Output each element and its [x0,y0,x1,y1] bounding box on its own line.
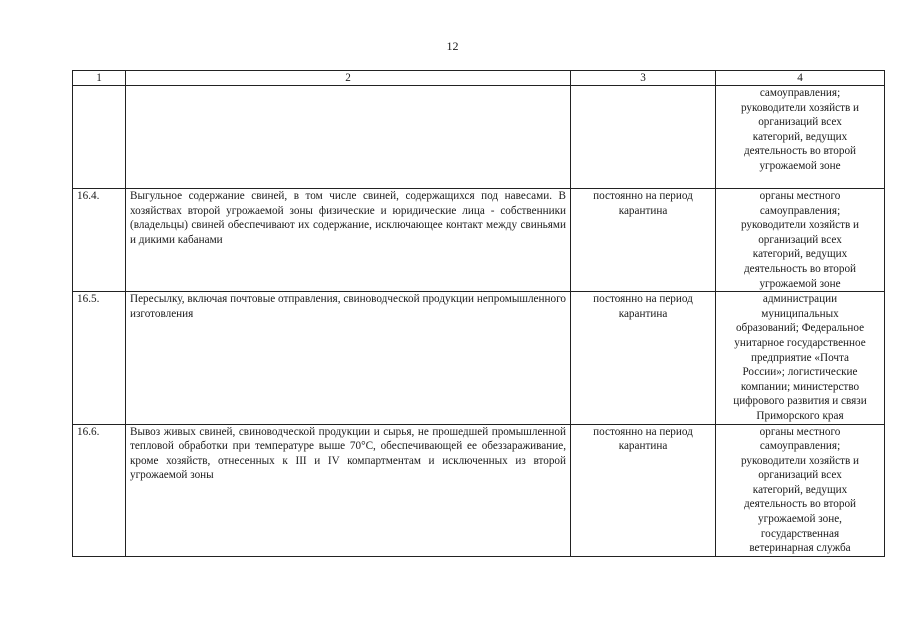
period-line: постоянно на период [593,293,693,306]
row-period [571,292,716,424]
row-responsible [716,86,885,189]
responsible-line: руководители хозяйств и [740,219,860,232]
row-number [73,86,126,189]
responsible-line: Приморского края [756,409,844,422]
row-period [571,86,716,189]
responsible-line: самоуправления; [759,440,841,453]
responsible-line: администрации [762,293,838,306]
responsible-line: образований; Федеральное [735,322,865,335]
measures-table [72,70,885,557]
period-line: постоянно на период [593,425,693,438]
table-row-16-4 [73,189,885,292]
responsible-line: компании; министерство [740,380,860,393]
header-col-4: 4 [716,71,885,86]
responsible-line: организаций всех [758,116,842,129]
responsible-line: ветеринарная служба [749,542,851,555]
responsible-line: органы местного [759,190,841,202]
table-row-continuation [73,86,885,189]
row-description [126,86,571,189]
responsible-line: угрожаемой зоне [759,159,841,172]
responsible-line: деятельность во второй [743,498,857,511]
row-number: 16.4. [73,189,126,292]
row-description: Вывоз живых свиней, свиноводческой продукции и сырья, не прошедшей промышленной тепловой обработки при температуре выше 70°С, обеспечивающей ее обеззараживание, кроме хозяйств, отнесенных к III и IV компартментам и исключенных из второй угрожаемой зоны [126,424,571,556]
period-line: карантина [618,307,668,320]
responsible-line: самоуправления; [759,87,841,99]
row-period [571,424,716,556]
responsible-line: деятельность во второй [743,262,857,275]
responsible-line: России»; логистические [742,366,858,379]
table-row-16-6 [73,424,885,556]
responsible-line: организаций всех [758,469,842,482]
responsible-line: самоуправления; [759,204,841,217]
row-description: Выгульное содержание свиней, в том числе свиней, содержащихся под навесами. В хозяйствах второй угрожаемой зоны физические и юридические лица - собственники (владельцы) свиней обеспечивают их содержание, исключающее контакт между свиньями и дикими кабанами [126,189,571,292]
period-line: постоянно на период [593,190,693,202]
responsible-line: унитарное государственное [734,336,866,349]
responsible-line: руководители хозяйств и [740,454,860,467]
responsible-line: организаций всех [758,233,842,246]
period-line: карантина [618,440,668,453]
row-number: 16.5. [73,292,126,424]
responsible-line: угрожаемой зоне, [758,513,842,526]
row-responsible [716,292,885,424]
responsible-line: руководители хозяйств и [740,101,860,114]
page-number: 12 [446,39,459,53]
responsible-line: органы местного [759,425,841,438]
table-row-16-5 [73,292,885,424]
responsible-line: категорий, ведущих [752,130,848,143]
row-responsible [716,424,885,556]
header-row [73,71,885,86]
header-col-2: 2 [126,71,571,86]
responsible-line: категорий, ведущих [752,483,848,496]
row-period [571,189,716,292]
row-responsible [716,189,885,292]
period-line: карантина [618,204,668,217]
responsible-line: цифрового развития и связи [733,395,867,408]
responsible-line: предприятие «Почта [750,351,850,364]
responsible-line: категорий, ведущих [752,248,848,261]
responsible-line: угрожаемой зоне [759,277,841,290]
row-number: 16.6. [73,424,126,556]
responsible-line: деятельность во второй [743,145,857,158]
responsible-line: государственная [760,527,840,540]
header-col-3: 3 [571,71,716,86]
row-description: Пересылку, включая почтовые отправления, свиноводческой продукции непромышленного изготовления [126,292,571,424]
responsible-line: муниципальных [761,307,839,320]
header-col-1: 1 [73,71,126,86]
